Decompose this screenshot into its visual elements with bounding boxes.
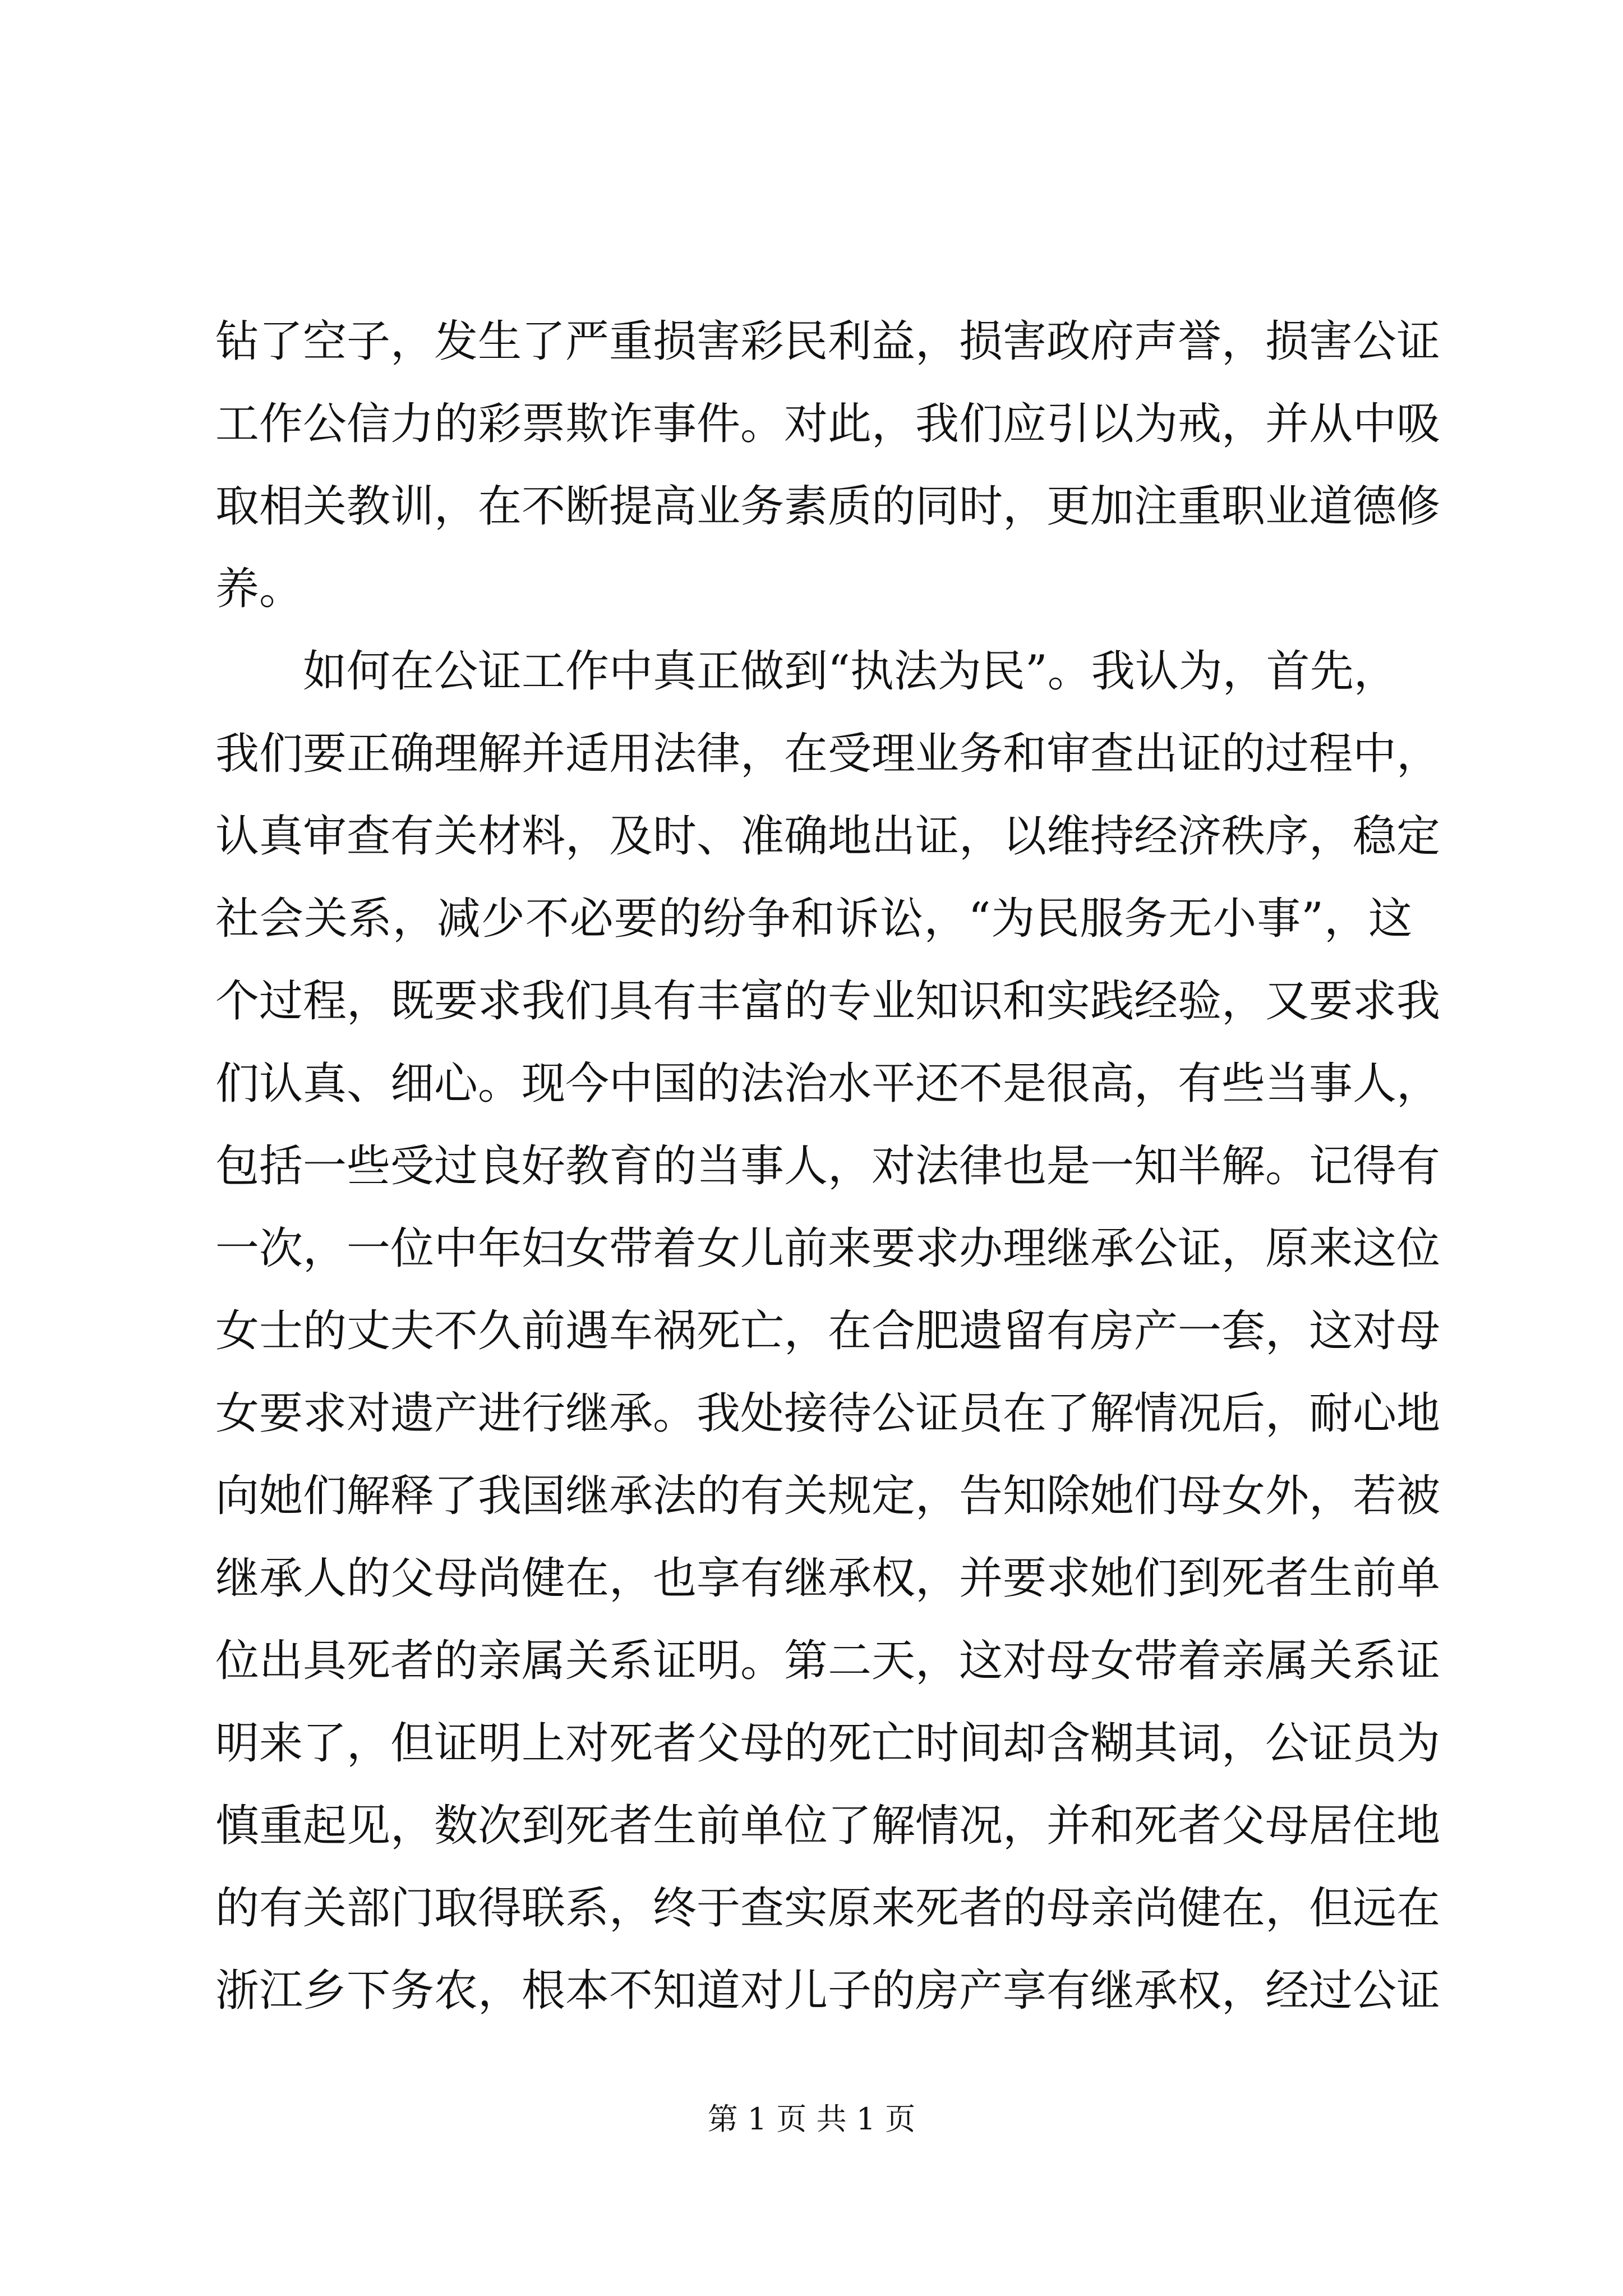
text-line: 养。 bbox=[215, 564, 303, 614]
text-line: 钻了空子，发生了严重损害彩民利益，损害政府声誉，损害公证 bbox=[215, 316, 1441, 367]
text-line: 位出具死者的亲属关系证明。第二天，这对母女带着亲属关系证 bbox=[215, 1636, 1441, 1686]
text-line: 女士的丈夫不久前遇车祸死亡，在合肥遗留有房产一套，这对母 bbox=[215, 1306, 1441, 1356]
text-line: 慎重起见，数次到死者生前单位了解情况，并和死者父母居住地 bbox=[215, 1801, 1441, 1851]
text-line: 一次，一位中年妇女带着女儿前来要求办理继承公证，原来这位 bbox=[215, 1223, 1441, 1274]
text-line: 女要求对遗产进行继承。我处接待公证员在了解情况后，耐心地 bbox=[215, 1388, 1441, 1439]
text-line: 向她们解释了我国继承法的有关规定，告知除她们母女外，若被 bbox=[215, 1471, 1441, 1521]
text-line: 个过程，既要求我们具有丰富的专业知识和实践经验，又要求我 bbox=[215, 976, 1441, 1027]
text-line: 如何在公证工作中真正做到“执法为民”。我认为，首先， bbox=[303, 646, 1398, 697]
text-line: 包括一些受过良好教育的当事人，对法律也是一知半解。记得有 bbox=[215, 1141, 1441, 1191]
text-line: 的有关部门取得联系，终于查实原来死者的母亲尚健在，但远在 bbox=[215, 1883, 1441, 1934]
text-line: 工作公信力的彩票欺诈事件。对此，我们应引以为戒，并从中吸 bbox=[215, 399, 1441, 449]
text-line: 明来了，但证明上对死者父母的死亡时间却含糊其词，公证员为 bbox=[215, 1718, 1441, 1769]
text-line: 取相关教训，在不断提高业务素质的同时，更加注重职业道德修 bbox=[215, 481, 1441, 532]
text-line: 社会关系，减少不必要的纷争和诉讼，“为民服务无小事”，这 bbox=[215, 894, 1412, 944]
body-text bbox=[215, 301, 1441, 2032]
text-line: 我们要正确理解并适用法律，在受理业务和审查出证的过程中， bbox=[215, 729, 1441, 779]
text-line: 继承人的父母尚健在，也享有继承权，并要求她们到死者生前单 bbox=[215, 1553, 1441, 1604]
paragraph bbox=[215, 301, 1441, 631]
page-footer: 第 1 页 共 1 页 bbox=[707, 2101, 916, 2137]
text-line: 们认真、细心。现今中国的法治水平还不是很高，有些当事人， bbox=[215, 1059, 1441, 1109]
text-line: 浙江乡下务农，根本不知道对儿子的房产享有继承权，经过公证 bbox=[215, 1966, 1441, 2016]
paragraph bbox=[215, 631, 1441, 2032]
text-line: 认真审查有关材料，及时、准确地出证，以维持经济秩序，稳定 bbox=[215, 811, 1441, 862]
